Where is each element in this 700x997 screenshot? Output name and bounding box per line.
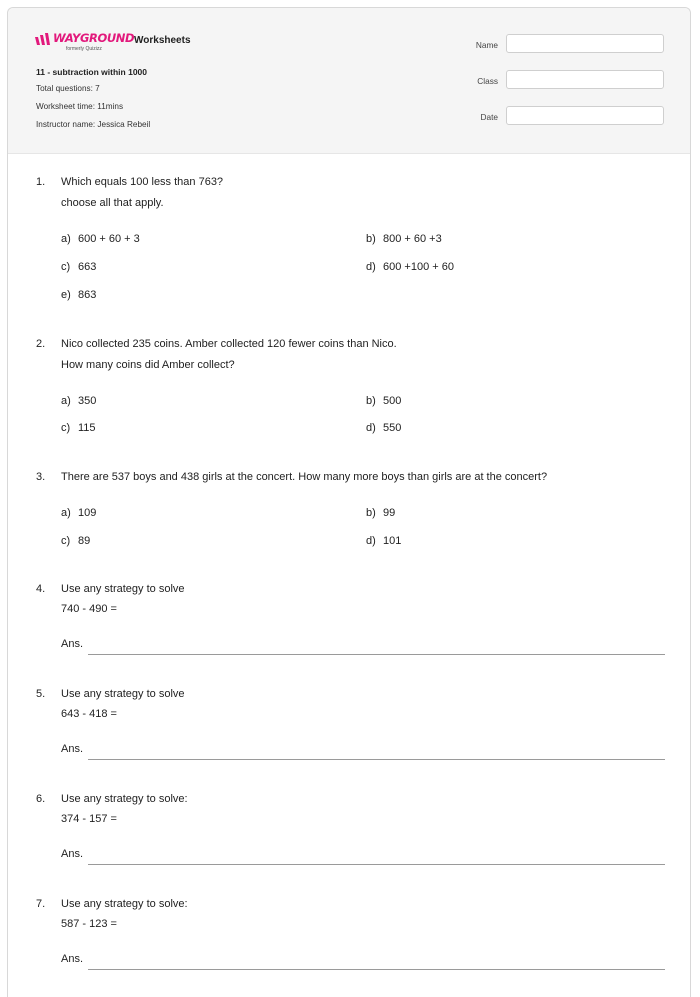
option-text: 101 (383, 535, 402, 547)
app-name: Worksheets (134, 35, 191, 46)
class-label: Class (477, 76, 498, 86)
answer-line[interactable] (88, 969, 665, 970)
instructor-name: Instructor name: Jessica Rebeil (36, 120, 151, 129)
option-letter: b) (366, 233, 376, 245)
option-text: 800 + 60 +3 (383, 233, 442, 245)
logo-wordmark: WAYGROUND (53, 31, 135, 45)
name-label: Name (475, 40, 498, 50)
answer-label: Ans. (61, 953, 84, 965)
option-text: 600 +100 + 60 (383, 261, 454, 273)
option-letter: a) (61, 233, 71, 245)
total-questions: Total questions: 7 (36, 84, 100, 93)
option-letter: a) (61, 507, 71, 519)
answer-line[interactable] (88, 759, 665, 760)
option-letter: d) (366, 261, 376, 273)
question-number: 5. (36, 688, 46, 700)
date-label: Date (480, 112, 498, 122)
question-text: choose all that apply. (61, 197, 164, 209)
option-a[interactable] (61, 395, 96, 407)
answer-line[interactable] (88, 654, 665, 655)
question-text: 643 - 418 = (61, 708, 117, 720)
question-number: 3. (36, 471, 46, 483)
option-text: 500 (383, 395, 402, 407)
question-text: Use any strategy to solve: (61, 898, 188, 910)
question-number: 1. (36, 176, 46, 188)
option-b[interactable] (366, 395, 401, 407)
option-letter: a) (61, 395, 71, 407)
option-letter: d) (366, 535, 376, 547)
option-letter: c) (61, 535, 71, 547)
worksheet-time: Worksheet time: 11mins (36, 102, 124, 111)
question-text: Use any strategy to solve (61, 688, 185, 700)
question-text: 374 - 157 = (61, 813, 117, 825)
option-d[interactable] (366, 535, 401, 547)
option-c[interactable] (61, 422, 96, 434)
option-text: 863 (78, 289, 97, 301)
option-text: 550 (383, 422, 402, 434)
option-text: 89 (78, 535, 91, 547)
option-b[interactable] (366, 233, 442, 245)
option-letter: b) (366, 507, 376, 519)
option-text: 99 (383, 507, 396, 519)
answer-label: Ans. (61, 848, 84, 860)
question-text: How many coins did Amber collect? (61, 359, 235, 371)
option-text: 115 (78, 422, 96, 434)
question-text: There are 537 boys and 438 girls at the concert. How many more boys than girls are at the concert? (61, 471, 548, 483)
worksheet-header (8, 8, 690, 154)
option-d[interactable] (366, 422, 401, 434)
option-e[interactable] (61, 289, 96, 301)
logo-mark-icon (35, 33, 55, 45)
question-text: Use any strategy to solve: (61, 793, 188, 805)
wayground-logo (35, 31, 135, 56)
option-c[interactable] (61, 535, 90, 547)
question-text: Nico collected 235 coins. Amber collected 120 fewer coins than Nico. (61, 338, 397, 350)
option-a[interactable] (61, 507, 96, 519)
option-b[interactable] (366, 507, 395, 519)
question-text: Use any strategy to solve (61, 583, 185, 595)
option-a[interactable] (61, 233, 140, 245)
option-text: 663 (78, 261, 97, 273)
option-c[interactable] (61, 261, 96, 273)
name-field[interactable] (506, 34, 664, 53)
class-field[interactable] (506, 70, 664, 89)
answer-line[interactable] (88, 864, 665, 865)
option-text: 600 + 60 + 3 (78, 233, 140, 245)
answer-label: Ans. (61, 743, 84, 755)
option-letter: d) (366, 422, 376, 434)
option-letter: e) (61, 289, 71, 301)
question-text: Which equals 100 less than 763? (61, 176, 224, 188)
question-text: 587 - 123 = (61, 918, 117, 930)
question-number: 4. (36, 583, 46, 595)
question-number: 7. (36, 898, 46, 910)
option-text: 109 (78, 507, 97, 519)
worksheet-title: 11 - subtraction within 1000 (36, 67, 148, 77)
option-letter: c) (61, 422, 71, 434)
option-d[interactable] (366, 261, 454, 273)
option-letter: c) (61, 261, 71, 273)
worksheet (7, 7, 691, 997)
option-letter: b) (366, 395, 376, 407)
option-text: 350 (78, 395, 97, 407)
logo-subtext: formerly Quizizz (66, 46, 102, 52)
date-field[interactable] (506, 106, 664, 125)
question-number: 2. (36, 338, 46, 350)
answer-label: Ans. (61, 638, 84, 650)
question-number: 6. (36, 793, 46, 805)
question-text: 740 - 490 = (61, 603, 117, 615)
